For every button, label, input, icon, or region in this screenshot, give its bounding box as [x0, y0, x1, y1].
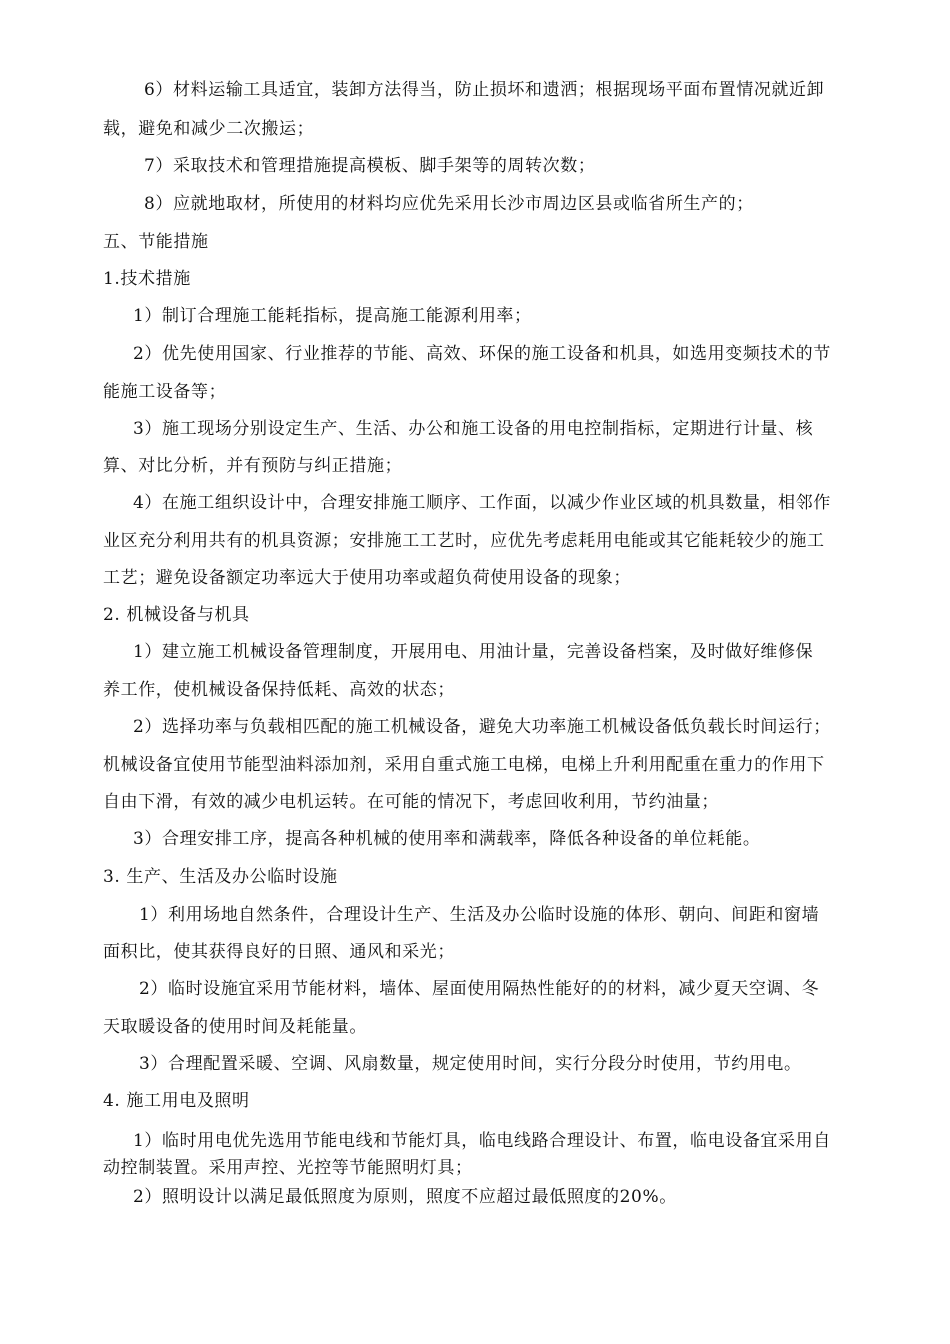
- text-line: 1）临时用电优先选用节能电线和节能灯具，临电线路合理设计、布置，临电设备宜采用自: [133, 1131, 831, 1151]
- subsection-heading: 1.技术措施: [103, 269, 191, 289]
- text-line: 1）制订合理施工能耗指标，提高施工能源利用率；: [133, 306, 532, 326]
- text-line: 2）临时设施宜采用节能材料，墙体、屋面使用隔热性能好的的材料，减少夏天空调、冬: [139, 979, 820, 999]
- text-line: 能施工设备等；: [103, 382, 227, 402]
- text-line: 1）建立施工机械设备管理制度，开展用电、用油计量，完善设备档案，及时做好维修保: [133, 642, 814, 662]
- text-line: 3）施工现场分别设定生产、生活、办公和施工设备的用电控制指标，定期进行计量、核: [133, 419, 814, 439]
- text-line: 养工作，使机械设备保持低耗、高效的状态；: [103, 680, 455, 700]
- text-line: 2）照明设计以满足最低照度为原则，照度不应超过最低照度的20%。: [133, 1187, 677, 1207]
- subsection-heading: 4. 施工用电及照明: [103, 1091, 250, 1111]
- text-line: 工艺；避免设备额定功率远大于使用功率或超负荷使用设备的现象；: [103, 568, 631, 588]
- text-line: 算、对比分析，并有预防与纠正措施；: [103, 456, 403, 476]
- text-line: 8）应就地取材，所使用的材料均应优先采用长沙市周边区县或临省所生产的；: [144, 194, 754, 214]
- text-line: 机械设备宜使用节能型油料添加剂，采用自重式施工电梯，电梯上升利用配重在重力的作用下: [103, 755, 825, 775]
- text-line: 2）优先使用国家、行业推荐的节能、高效、环保的施工设备和机具，如选用变频技术的节: [133, 344, 831, 364]
- text-line: 动控制装置。采用声控、光控等节能照明灯具；: [103, 1158, 473, 1178]
- text-line: 面积比，使其获得良好的日照、通风和采光；: [103, 942, 455, 962]
- text-line: 4）在施工组织设计中，合理安排施工顺序、工作面，以减少作业区域的机具数量，相邻作: [133, 493, 831, 513]
- text-line: 业区充分利用共有的机具资源；安排施工工艺时，应优先考虑耗用电能或其它能耗较少的施工: [103, 531, 825, 551]
- text-line: 载，避免和减少二次搬运；: [103, 119, 315, 139]
- text-line: 7）采取技术和管理措施提高模板、脚手架等的周转次数；: [144, 156, 596, 176]
- section-heading: 五、节能措施: [103, 232, 209, 252]
- text-line: 天取暖设备的使用时间及耗能量。: [103, 1017, 367, 1037]
- text-line: 2）选择功率与负载相匹配的施工机械设备，避免大功率施工机械设备低负载长时间运行；: [133, 717, 831, 737]
- text-line: 1）利用场地自然条件，合理设计生产、生活及办公临时设施的体形、朝向、间距和窗墙: [139, 905, 820, 925]
- subsection-heading: 3. 生产、生活及办公临时设施: [103, 867, 338, 887]
- text-line: 3）合理安排工序，提高各种机械的使用率和满载率，降低各种设备的单位耗能。: [133, 829, 761, 849]
- text-line: 3）合理配置采暖、空调、风扇数量，规定使用时间，实行分段分时使用，节约用电。: [139, 1054, 802, 1074]
- subsection-heading: 2. 机械设备与机具: [103, 605, 250, 625]
- text-line: 自由下滑，有效的减少电机运转。在可能的情况下，考虑回收利用，节约油量；: [103, 792, 719, 812]
- text-line: 6）材料运输工具适宜，装卸方法得当，防止损坏和遗洒；根据现场平面布置情况就近卸: [144, 80, 825, 100]
